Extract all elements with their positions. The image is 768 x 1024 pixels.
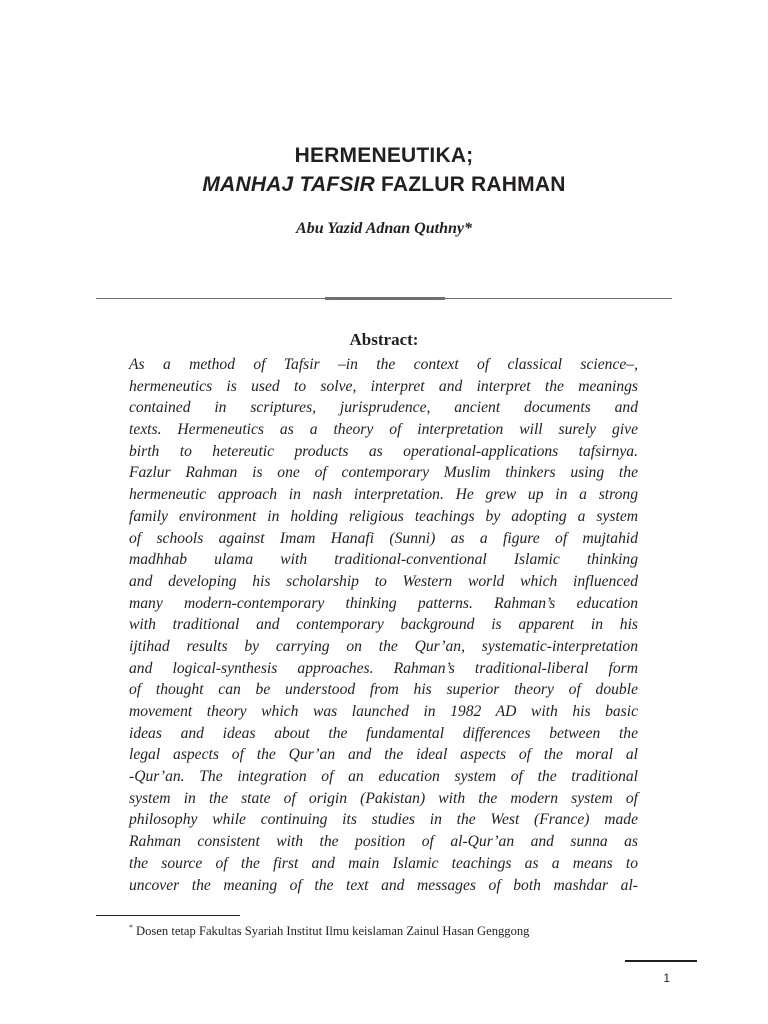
article-title-rest: FAZLUR RAHMAN (374, 173, 566, 196)
article-title-line1: HERMENEUTIKA; (294, 144, 474, 167)
abstract-line: system in the state of origin (Pakistan) with the modern system of (129, 789, 638, 807)
abstract-line: birth to hetereutic products as operational-applications tafsirnya. (129, 442, 638, 460)
page-number: 1 (663, 971, 670, 985)
header-divider-accent (325, 297, 445, 300)
abstract-line: and developing his scholarship to Western world which influenced (129, 572, 638, 590)
abstract-line: -Qur’an. The integration of an education system of the traditional (129, 768, 638, 786)
abstract-line: ideas and ideas about the fundamental differences between the (129, 724, 638, 742)
footnote-marker: * (129, 923, 133, 932)
abstract-line: ijtihad results by carrying on the Qur’an, systematic-interpretation (129, 637, 638, 655)
abstract-line: movement theory which was launched in 1982 AD with his basic (129, 703, 638, 720)
abstract-line: philosophy while continuing its studies in the West (France) made (129, 811, 638, 829)
abstract-line: hermeneutic approach in nash interpretation. He grew up in a strong (129, 486, 638, 504)
footnote (129, 924, 674, 939)
article-title-line2 (0, 173, 768, 197)
abstract-line: Rahman consistent with the position of al-Qur’an and sunna as (129, 833, 638, 851)
abstract-line: contained in scriptures, jurisprudence, ancient documents and (129, 399, 638, 417)
abstract-line: the source of the first and main Islamic teachings as a means to (129, 854, 638, 872)
abstract-line: of schools against Imam Hanafi (Sunni) as a figure of mujtahid (129, 529, 638, 547)
abstract-line: uncover the meaning of the text and messages of both mashdar al- (129, 876, 638, 894)
author-name: Abu Yazid Adnan Quthny* (296, 220, 472, 237)
abstract-body (129, 354, 638, 896)
abstract-line: of thought can be understood from his superior theory of double (129, 681, 638, 699)
article-title-italic: MANHAJ TAFSIR (202, 173, 375, 196)
abstract-line: family environment in holding religious teachings by adopting a system (129, 507, 638, 525)
abstract-line: many modern-contemporary thinking patterns. Rahman’s education (129, 594, 638, 612)
abstract-heading: Abstract: (349, 330, 419, 349)
abstract-line: with traditional and contemporary background is apparent in his (129, 616, 638, 634)
footnote-divider (96, 915, 240, 916)
footnote-text: Dosen tetap Fakultas Syariah Institut Ilmu keislaman Zainul Hasan Genggong (136, 924, 530, 938)
abstract-line: texts. Hermeneutics as a theory of interpretation will surely give (129, 421, 638, 439)
page-number-rule (625, 960, 697, 962)
abstract-line: hermeneutics is used to solve, interpret and interpret the meanings (129, 377, 638, 395)
abstract-line: and logical-synthesis approaches. Rahman’s traditional-liberal form (129, 659, 638, 677)
abstract-line: As a method of Tafsir –in the context of classical science–, (129, 356, 638, 373)
abstract-line: Fazlur Rahman is one of contemporary Muslim thinkers using the (129, 464, 638, 482)
abstract-line: madhhab ulama with traditional-conventional Islamic thinking (129, 551, 638, 569)
abstract-line: legal aspects of the Qur’an and the ideal aspects of the moral al (129, 746, 638, 764)
